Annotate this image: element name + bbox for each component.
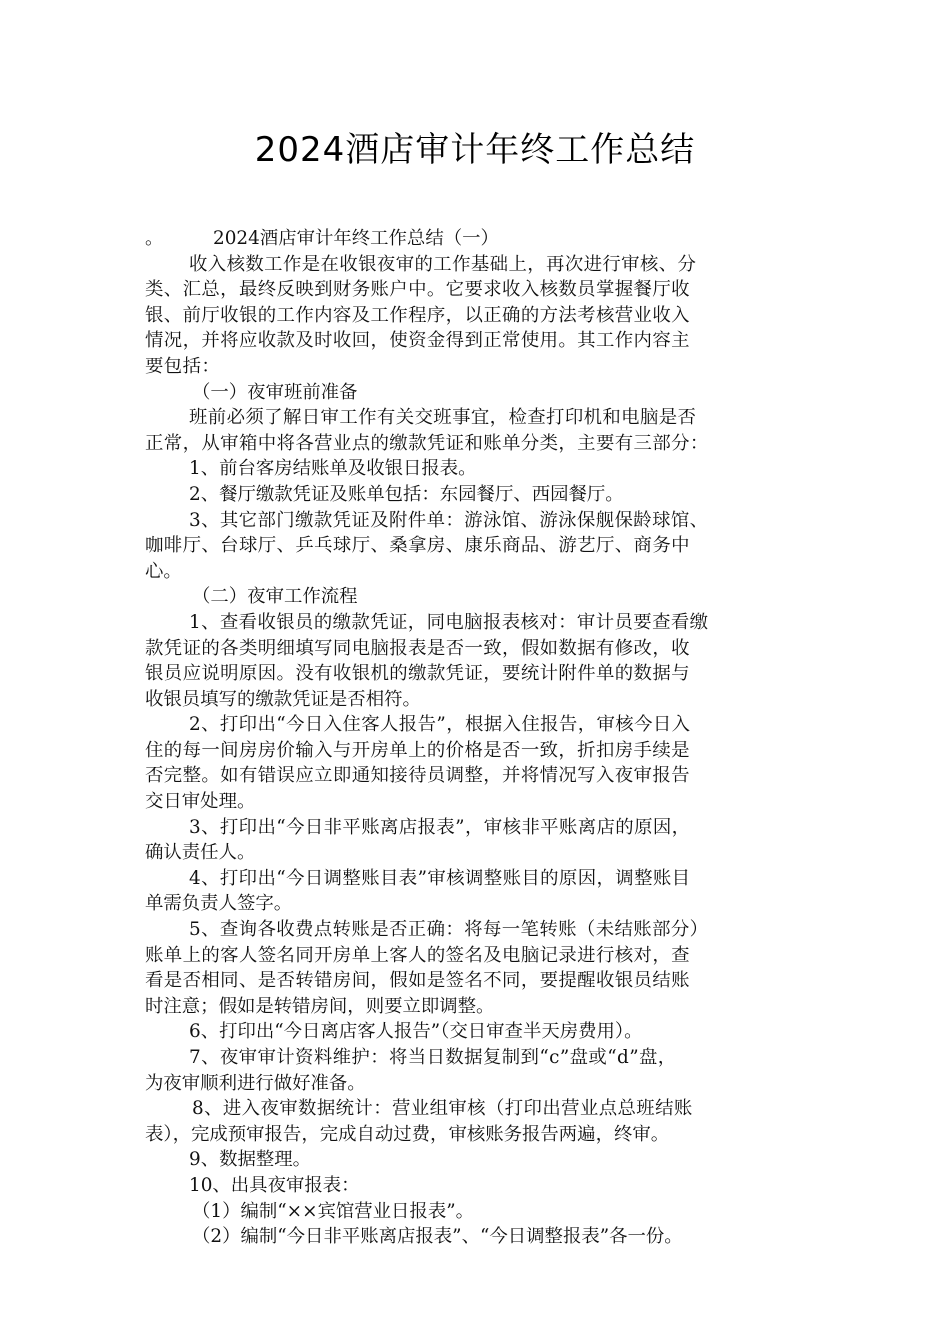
leading-mark: 。: [145, 228, 164, 249]
list-item: 2、打印出“今日入住客人报告”，根据入住报告，审核今日入: [189, 714, 691, 736]
paragraph-line: 收入核数工作是在收银夜审的工作基础上，再次进行审核、分: [189, 253, 697, 275]
list-item: 3、其它部门缴款凭证及附件单：游泳馆、游泳保舰保龄球馆、: [189, 509, 709, 531]
paragraph-line: 情况，并将应收款及时收回，使资金得到正常使用。其工作内容主: [145, 330, 690, 352]
paragraph-line: 看是否相同、是否转错房间，假如是签名不同，要提醒收银员结账: [145, 970, 690, 992]
list-item: 6、打印出“今日离店客人报告”（交日审查半天房费用）。: [189, 1021, 643, 1043]
list-item: 10、出具夜审报表：: [189, 1174, 360, 1196]
paragraph-line: 住的每一间房房价输入与开房单上的价格是否一致，折扣房手续是: [145, 739, 690, 761]
list-item: 1、查看收银员的缴款凭证，同电脑报表核对：审计员要查看缴: [189, 611, 709, 633]
list-item: 4、打印出“今日调整账目表”审核调整账目的原因，调整账目: [189, 867, 691, 889]
paragraph-line: 时注意；假如是转错房间，则要立即调整。: [145, 995, 495, 1017]
sub-list-item: （1）编制“××宾馆营业日报表”。: [192, 1200, 475, 1222]
paragraph-line: 正常，从审箱中将各营业点的缴款凭证和账单分类，主要有三部分：: [145, 432, 709, 454]
paragraph-line: 交日审处理。: [145, 791, 256, 813]
section-heading-line: [145, 226, 810, 252]
paragraph-line: 心。: [145, 560, 182, 582]
document-title: 2024酒店审计年终工作总结: [254, 130, 696, 170]
paragraph-line: 银员应说明原因。没有收银机的缴款凭证，要统计附件单的数据与: [145, 663, 690, 685]
section-heading: 2024酒店审计年终工作总结（一）: [213, 228, 499, 249]
list-item: 8、进入夜审数据统计：营业组审核（打印出营业点总班结账: [192, 1098, 693, 1120]
document-body: [145, 226, 810, 1250]
subheading: （一）夜审班前准备: [192, 381, 358, 403]
paragraph-line: 咖啡厅、台球厅、乒乓球厅、桑拿房、康乐商品、游艺厅、商务中: [145, 535, 690, 557]
list-item: 3、打印出“今日非平账离店报表”，审核非平账离店的原因，: [189, 816, 691, 838]
list-item: 1、前台客房结账单及收银日报表。: [189, 458, 477, 480]
paragraph-line: 银、前厅收银的工作内容及工作程序，以正确的方法考核营业收入: [145, 304, 690, 326]
paragraph-line: 为夜审顺利进行做好准备。: [145, 1072, 366, 1094]
subheading: （二）夜审工作流程: [192, 586, 358, 608]
paragraph-line: 确认责任人。: [145, 842, 256, 864]
paragraph-line: 收银员填写的缴款凭证是否相符。: [145, 688, 421, 710]
paragraph-line: 表），完成预审报告，完成自动过费，审核账务报告两遍，终审。: [145, 1123, 670, 1145]
paragraph-line: 款凭证的各类明细填写同电脑报表是否一致，假如数据有修改，收: [145, 637, 690, 659]
list-item: 2、餐厅缴款凭证及账单包括：东园餐厅、西园餐厅。: [189, 483, 624, 505]
paragraph-line: 要包括：: [145, 355, 221, 377]
paragraph-line: 账单上的客人签名同开房单上客人的签名及电脑记录进行核对，查: [145, 944, 690, 966]
paragraph-line: 类、汇总，最终反映到财务账户中。它要求收入核数员掌握餐厅收: [145, 279, 690, 301]
list-item: 9、数据整理。: [189, 1149, 312, 1171]
sub-list-item: （2）编制“今日非平账离店报表”、“今日调整报表”各一份。: [192, 1226, 683, 1248]
paragraph-line: 班前必须了解日审工作有关交班事宜，检查打印机和电脑是否: [189, 407, 697, 429]
list-item: 7、夜审审计资料维护：将当日数据复制到“c”盘或“d”盘，: [189, 1047, 677, 1068]
paragraph-line: 单需负责人签字。: [145, 893, 293, 915]
list-item: 5、查询各收费点转账是否正确：将每一笔转账（未结账部分）: [189, 919, 709, 941]
paragraph-line: 否完整。如有错误应立即通知接待员调整，并将情况写入夜审报告: [145, 765, 690, 787]
